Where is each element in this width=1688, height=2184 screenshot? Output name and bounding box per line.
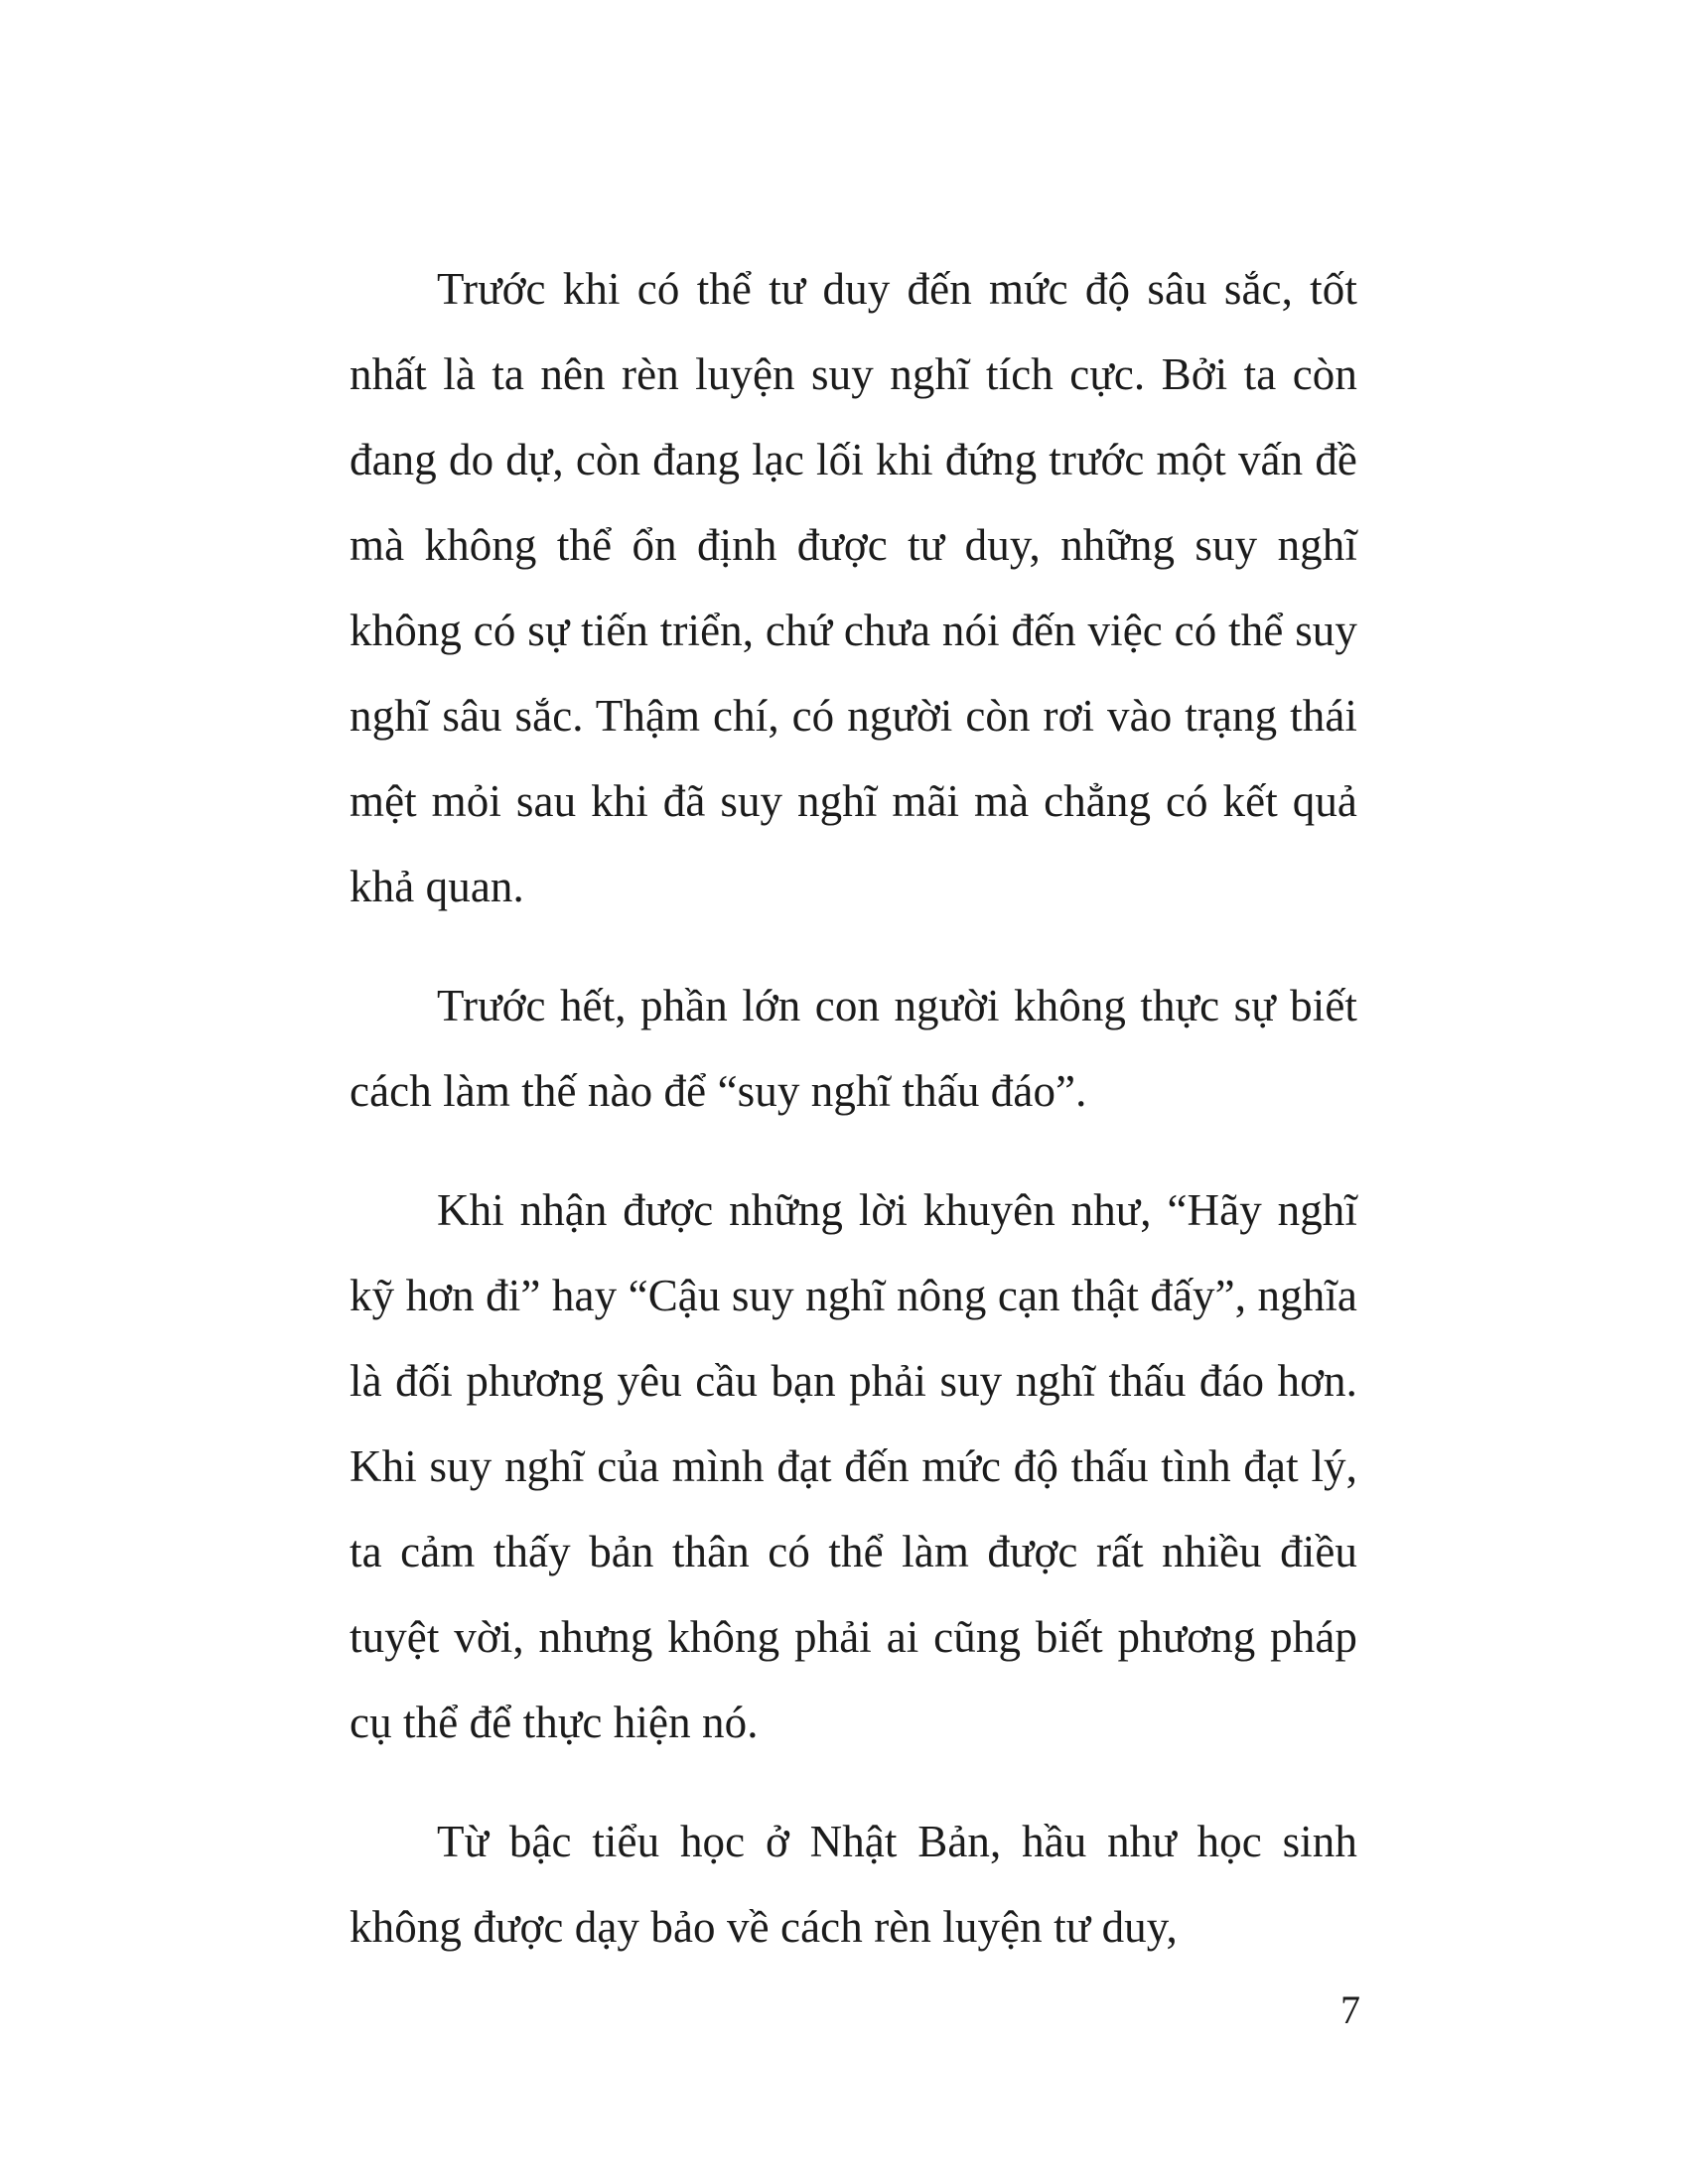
page-number: 7 [1340,1987,1360,2032]
paragraph-4: Từ bậc tiểu học ở Nhật Bản, hầu như học sinh không được dạy bảo về cách rèn luyện tư duy, [350,1817,1357,1952]
paragraph-2: Trước hết, phần lớn con người không thực sự biết cách làm thế nào để “suy nghĩ thấu đáo”. [350,981,1357,1116]
body-text-column [350,246,1357,1970]
paragraph-1: Trước khi có thể tư duy đến mức độ sâu sắc, tốt nhất là ta nên rèn luyện suy nghĩ tích cực. Bởi ta còn đang do dự, còn đang lạc lối khi đứng trước một vấn đề mà không thể ổn định được tư duy, những suy nghĩ không có sự tiến triển, chứ chưa nói đến việc có thể suy nghĩ sâu sắc. Thậm chí, có người còn rơi vào trạng thái mệt mỏi sau khi đã suy nghĩ mãi mà chẳng có kết quả khả quan. [350,264,1357,911]
paragraph-3: Khi nhận được những lời khuyên như, “Hãy nghĩ kỹ hơn đi” hay “Cậu suy nghĩ nông cạn thật đấy”, nghĩa là đối phương yêu cầu bạn phải suy nghĩ thấu đáo hơn. Khi suy nghĩ của mình đạt đến mức độ thấu tình đạt lý, ta cảm thấy bản thân có thể làm được rất nhiều điều tuyệt vời, nhưng không phải ai cũng biết phương pháp cụ thể để thực hiện nó. [350,1185,1357,1747]
